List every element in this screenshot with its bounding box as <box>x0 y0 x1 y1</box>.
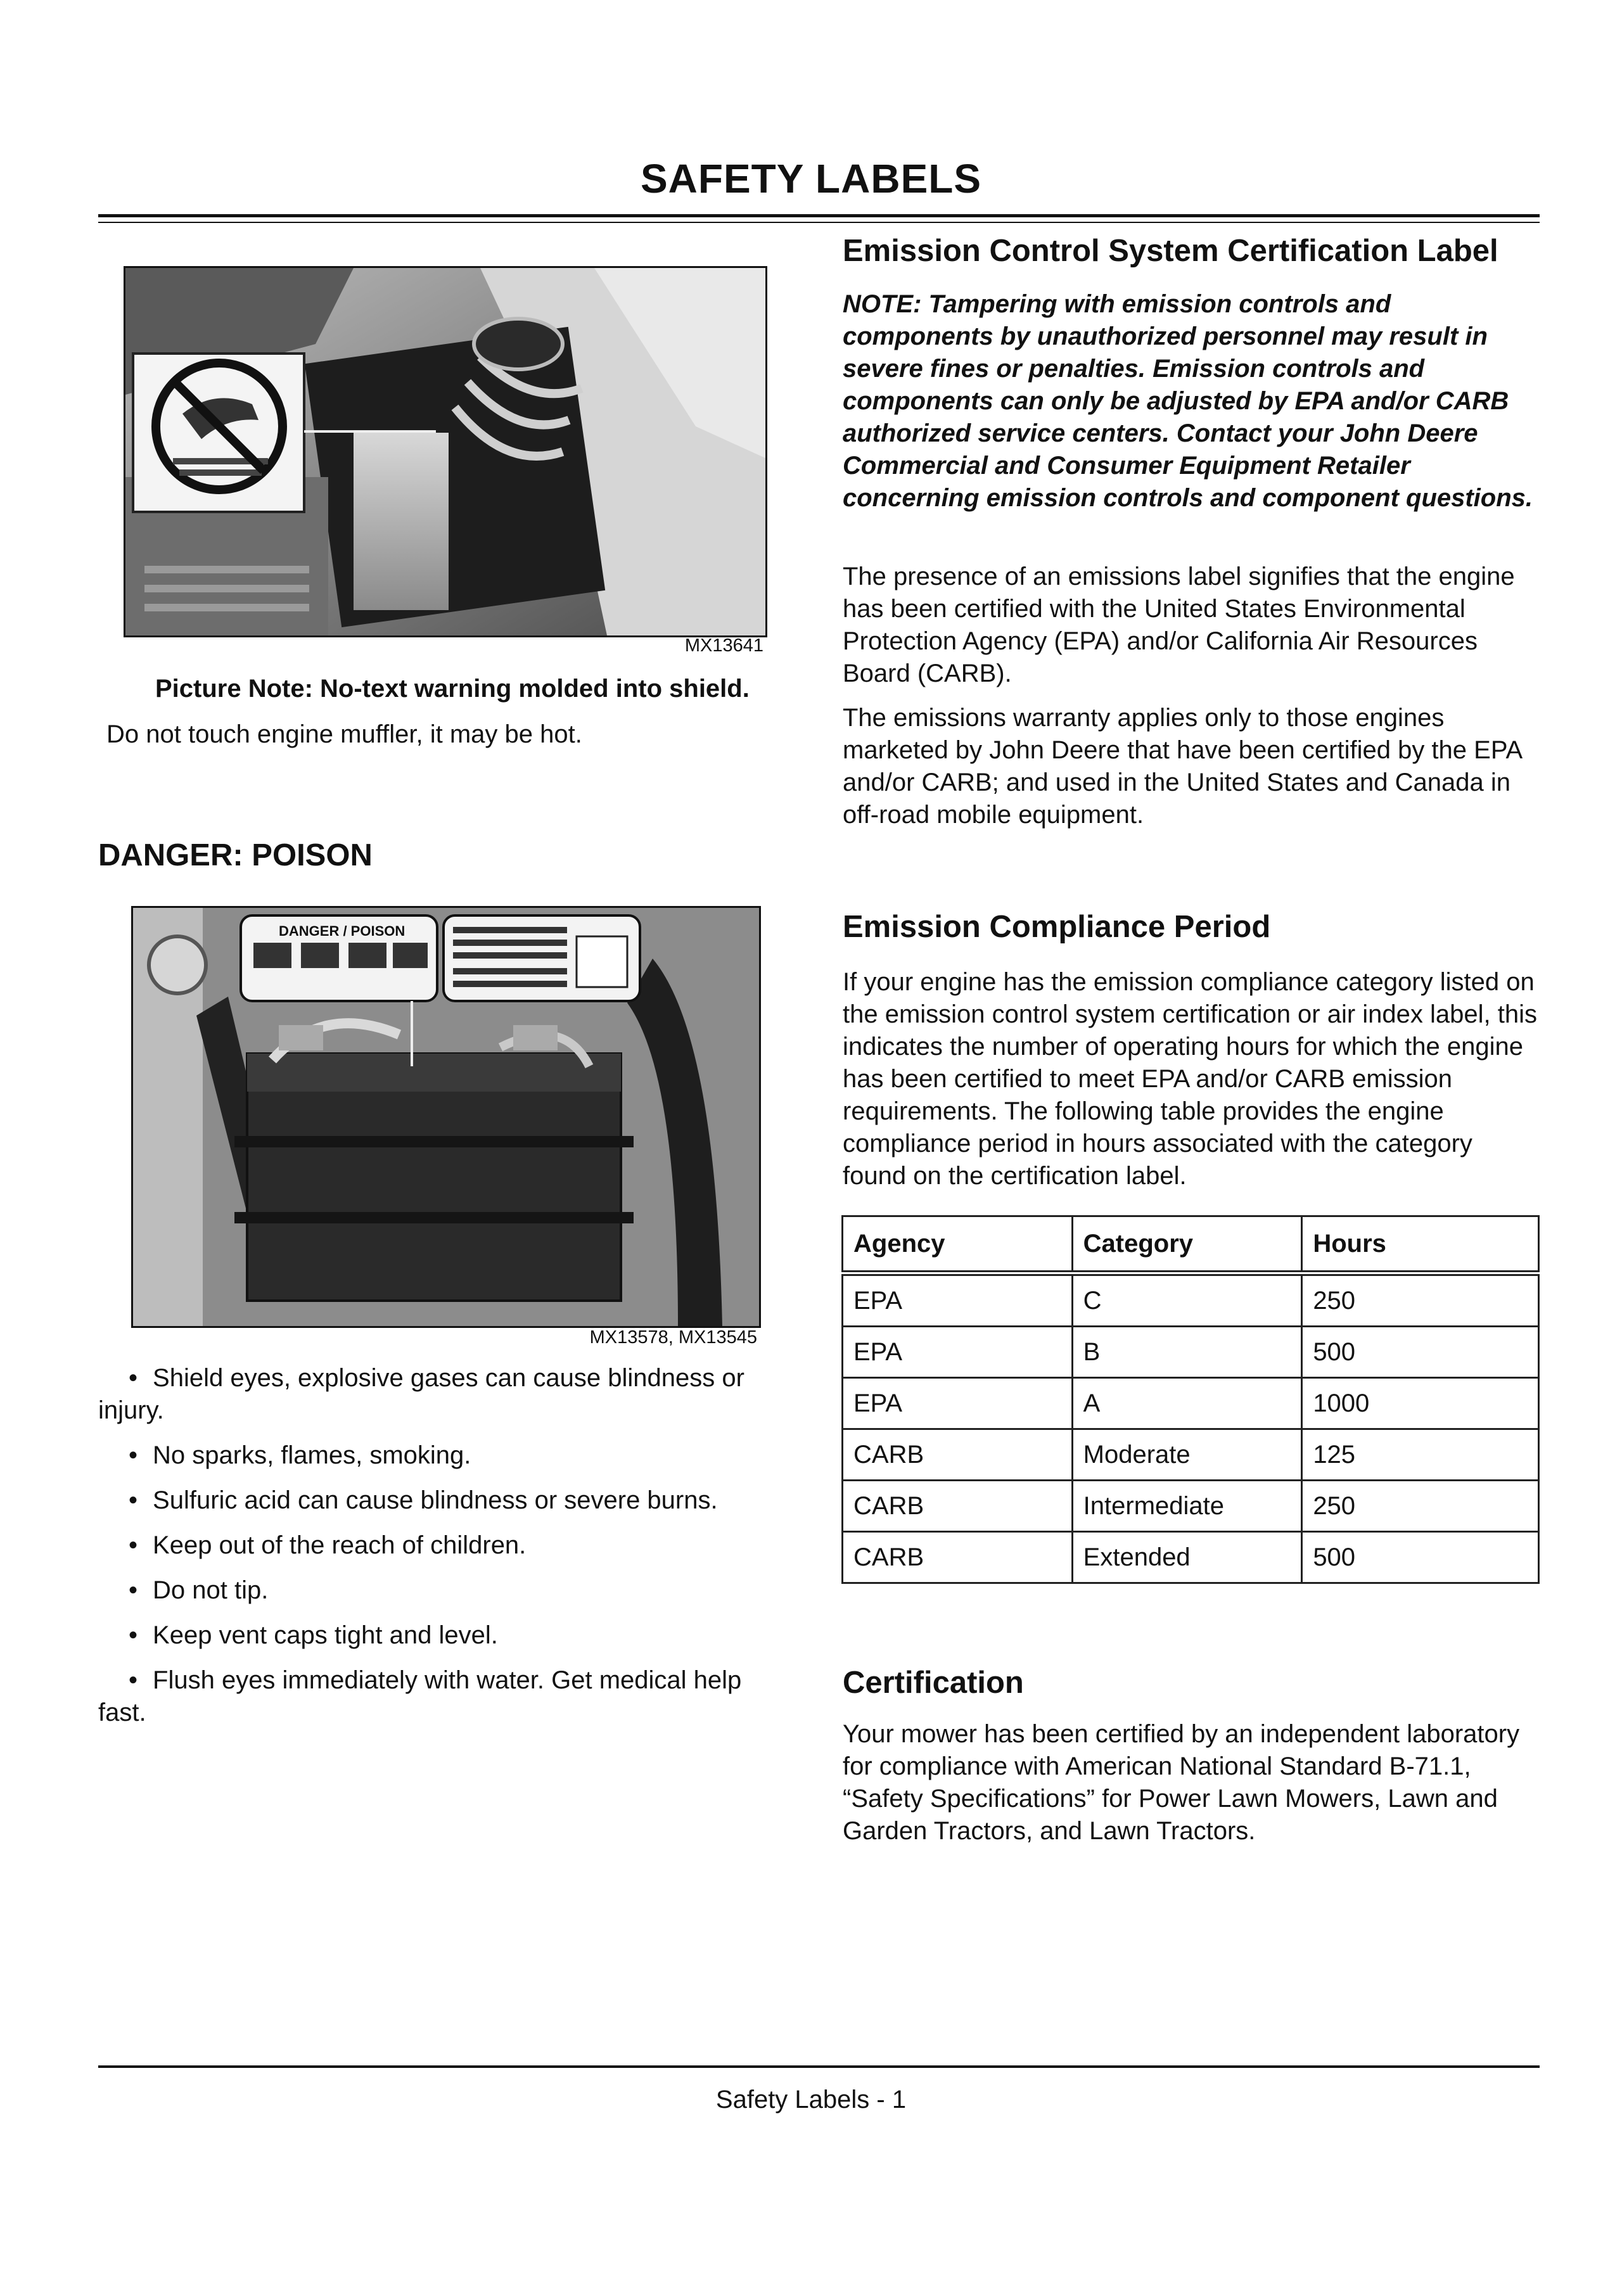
table-row <box>843 1327 1539 1378</box>
table-cell: EPA <box>843 1378 1073 1429</box>
picture-note: Picture Note: No-text warning molded into shield. <box>155 675 750 703</box>
table-cell: 500 <box>1302 1327 1539 1378</box>
table-cell: 1000 <box>1302 1378 1539 1429</box>
certification-heading: Certification <box>843 1666 1024 1700</box>
certification-paragraph: Your mower has been certified by an independent laboratory for compliance with American National Standard B-71.1, “Safety Specifications” for Power Lawn Mowers, Lawn and Garden Tractors, and Lawn Tractors. <box>843 1720 1520 1845</box>
table-cell: Moderate <box>1072 1429 1302 1481</box>
table-cell: 500 <box>1302 1532 1539 1583</box>
table-row <box>843 1532 1539 1583</box>
figure2-caption: MX13578, MX13545 <box>589 1327 757 1348</box>
list-item: • Keep vent caps tight and level. <box>129 1621 498 1649</box>
table-cell: CARB <box>843 1532 1073 1583</box>
list-item: • No sparks, flames, smoking. <box>129 1441 471 1469</box>
compliance-period-heading: Emission Compliance Period <box>843 910 1271 944</box>
footer-rule <box>98 2065 1540 2068</box>
table-cell: EPA <box>843 1273 1073 1327</box>
table-header-agency: Agency <box>843 1216 1073 1273</box>
table-cell: B <box>1072 1327 1302 1378</box>
battery-warnings-list <box>98 1362 763 1742</box>
battery-label-left-text: DANGER / POISON <box>279 923 406 939</box>
battery-photo <box>131 906 761 1328</box>
table-cell: A <box>1072 1378 1302 1429</box>
table-row <box>843 1273 1539 1327</box>
title-rule-thin <box>98 222 1540 223</box>
emission-label-paragraph: The presence of an emissions label signifies that the engine has been certified with the United States Environmental Protection Agency (EPA) and/or California Air Resources Board (CARB). <box>843 563 1515 687</box>
emission-label-heading: Emission Control System Certification Label <box>843 234 1498 268</box>
compliance-paragraph: If your engine has the emission compliance category listed on the emission control system certification or air index label, this indicates the number of operating hours for which the engine has been certified to meet EPA and/or CARB emission requirements. The following table provides the engine compliance period in hours associated with the category found on the certification label. <box>843 968 1538 1190</box>
muffler-shield-photo <box>124 266 767 637</box>
tampering-note: NOTE: Tampering with emission controls and components by unauthorized personnel may result in severe fines or penalties. Emission controls and components can only be adjusted by EPA and/or CARB authorized service centers. Contact your John Deere Commercial and Consumer Equipment Retailer concerning emission controls and component questions. <box>843 290 1533 512</box>
table-header-category: Category <box>1072 1216 1302 1273</box>
battery-illustration <box>133 908 759 1326</box>
table-row <box>843 1481 1539 1532</box>
table-row <box>843 1378 1539 1429</box>
table-cell: 125 <box>1302 1429 1539 1481</box>
list-item: • Keep out of the reach of children. <box>129 1531 527 1559</box>
figure1-caption: MX13641 <box>684 635 763 656</box>
muffler-warning-text: Do not touch engine muffler, it may be hot. <box>106 720 582 748</box>
table-header-row <box>843 1216 1539 1273</box>
table-cell: C <box>1072 1273 1302 1327</box>
muffler-shield-illustration <box>125 268 765 635</box>
table-cell: Extended <box>1072 1532 1302 1583</box>
table-cell: 250 <box>1302 1481 1539 1532</box>
table-cell: 250 <box>1302 1273 1539 1327</box>
emission-warranty-paragraph: The emissions warranty applies only to those engines marketed by John Deere that have been certified by the EPA and/or CARB; and used in the United States and Canada in off-road mobile equipment. <box>843 704 1522 829</box>
list-item: • Flush eyes immediately with water. Get medical help fast. <box>98 1666 742 1726</box>
table-cell: CARB <box>843 1481 1073 1532</box>
table-cell: CARB <box>843 1429 1073 1481</box>
compliance-table <box>841 1215 1540 1584</box>
table-cell: Intermediate <box>1072 1481 1302 1532</box>
table-header-hours: Hours <box>1302 1216 1539 1273</box>
list-item: • Sulfuric acid can cause blindness or severe burns. <box>129 1486 718 1514</box>
danger-poison-heading: DANGER: POISON <box>98 838 373 872</box>
page-footer: Safety Labels - 1 <box>715 2086 907 2114</box>
list-item: • Do not tip. <box>129 1576 269 1604</box>
title-rule <box>98 214 1540 217</box>
list-item: • Shield eyes, explosive gases can cause blindness or injury. <box>98 1364 744 1424</box>
page-title: SAFETY LABELS <box>640 156 982 201</box>
table-row <box>843 1429 1539 1481</box>
table-cell: EPA <box>843 1327 1073 1378</box>
